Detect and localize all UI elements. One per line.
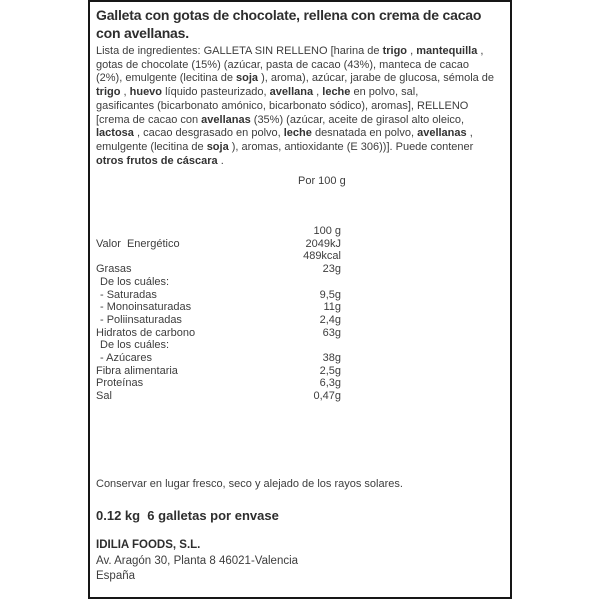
ingredients-line xyxy=(96,45,510,59)
nutrient-value: 6,3g xyxy=(319,377,341,390)
ingredients-line xyxy=(96,100,510,114)
ingredient-text: Lista de ingredientes: GALLETA SIN RELLENO [harina de xyxy=(96,45,383,57)
allergen-text: otros frutos de cáscara xyxy=(96,154,218,167)
ingredients-line xyxy=(96,141,510,155)
nutrient-value: 11g xyxy=(323,301,341,314)
ingredients-line xyxy=(96,72,510,86)
nutrient-label: Proteínas xyxy=(96,377,144,390)
nutrient-value: 9,5g xyxy=(319,288,341,301)
nutrient-label: Valor Energético xyxy=(96,237,180,250)
nutrient-label: Fibra alimentaria xyxy=(96,364,178,377)
ingredient-text: , xyxy=(313,86,323,99)
allergen-text: leche xyxy=(322,86,351,99)
ingredients-line xyxy=(96,155,510,169)
allergen-text: avellanas xyxy=(201,113,251,126)
nutrient-value: 23g xyxy=(322,263,341,276)
nutrition-row xyxy=(96,377,341,390)
ingredient-text: (2%), emulgente (lecitina de xyxy=(96,72,237,85)
ingredients-line xyxy=(96,59,510,73)
nutrition-row xyxy=(96,250,341,263)
nutrition-row xyxy=(96,390,341,403)
nutrition-row xyxy=(96,339,341,352)
ingredient-text: gasificantes (bicarbonato amónico, bicarbonato sódico), aromas], RELLENO xyxy=(96,99,469,112)
nutrition-row xyxy=(96,365,341,378)
allergen-text: leche xyxy=(283,127,312,140)
ingredients-line xyxy=(96,114,510,128)
ingredients-line xyxy=(96,86,510,100)
nutrient-value: 0,47g xyxy=(313,390,341,403)
nutrition-row xyxy=(96,352,341,365)
nutrient-value: 2,5g xyxy=(319,364,341,377)
allergen-text: mantequilla xyxy=(416,45,478,57)
nutrition-row xyxy=(96,301,341,314)
manufacturer-name: IDILIA FOODS, S.L. xyxy=(96,539,201,551)
ingredient-text: ), aromas, antioxidante (E 306))]. Puede contener xyxy=(228,140,474,153)
nutrient-value: 489kcal xyxy=(303,250,341,263)
nutrient-label: Grasas xyxy=(96,263,132,276)
per-100g-column-header: Por 100 g xyxy=(298,175,346,187)
ingredient-text: en polvo, sal, xyxy=(350,86,419,99)
nutrient-label: - Monoinsaturadas xyxy=(100,301,192,314)
nutrition-row xyxy=(96,238,341,251)
ingredient-text: , xyxy=(477,45,484,57)
ingredient-text: , xyxy=(466,127,473,140)
nutrition-row xyxy=(96,289,341,302)
nutrition-amount-header-row xyxy=(96,225,341,238)
product-title-line: Galleta con gotas de chocolate, rellena con crema de cacao xyxy=(96,7,482,23)
allergen-text: huevo xyxy=(129,86,163,99)
ingredient-text: desnatada en polvo, xyxy=(311,127,418,140)
manufacturer-info xyxy=(96,538,298,585)
nutrient-value: 2,4g xyxy=(319,313,341,326)
nutrition-row xyxy=(96,263,341,276)
product-title-line: con avellanas. xyxy=(96,25,189,41)
ingredient-text: líquido pasteurizado, xyxy=(162,86,270,99)
nutrition-table-rows xyxy=(96,238,341,403)
nutrient-label: - Azúcares xyxy=(100,352,152,365)
nutrient-label: De los cuáles: xyxy=(100,339,170,352)
nutrition-row xyxy=(96,314,341,327)
net-weight: 0.12 kg 6 galletas por envase xyxy=(96,508,279,523)
nutrient-label: - Saturadas xyxy=(100,288,157,301)
nutrient-label: De los cuáles: xyxy=(100,275,170,288)
manufacturer-country: España xyxy=(96,570,136,582)
ingredient-text: , xyxy=(407,45,417,57)
ingredient-text: , cacao desgrasado en polvo, xyxy=(133,127,284,140)
allergen-text: trigo xyxy=(96,86,121,99)
nutrition-row xyxy=(96,327,341,340)
nutrition-row xyxy=(96,276,341,289)
nutrient-label: - Poliinsaturadas xyxy=(100,313,182,326)
ingredient-text: [crema de cacao con xyxy=(96,113,202,126)
nutrient-value: 38g xyxy=(322,352,341,365)
ingredient-text: gotas de chocolate (15%) (azúcar, pasta de cacao (43%), manteca de cacao xyxy=(96,58,469,71)
manufacturer-address: Av. Aragón 30, Planta 8 46021-Valencia xyxy=(96,554,299,567)
ingredient-text: emulgente (lecitina de xyxy=(96,140,207,153)
nutrient-label: Sal xyxy=(96,390,112,403)
ingredient-text: (35%) (azúcar, aceite de girasol alto oleico, xyxy=(250,113,465,126)
allergen-text: avellanas xyxy=(417,127,467,140)
product-label-box xyxy=(88,0,512,599)
ingredient-text: . xyxy=(217,154,224,167)
nutrient-value: 63g xyxy=(322,326,341,339)
product-title xyxy=(96,6,510,42)
ingredient-text: , xyxy=(120,86,130,99)
allergen-text: trigo xyxy=(382,45,408,57)
nutrition-amount-header: 100 g xyxy=(313,225,341,237)
ingredient-text: ), aroma), azúcar, jarabe de glucosa, sémola de xyxy=(258,72,495,85)
allergen-text: soja xyxy=(206,140,229,153)
nutrient-label: Hidratos de carbono xyxy=(96,326,196,339)
storage-instructions: Conservar en lugar fresco, seco y alejado de los rayos solares. xyxy=(96,478,403,490)
ingredients-line xyxy=(96,127,510,141)
ingredients-text xyxy=(96,45,510,168)
nutrient-value: 2049kJ xyxy=(305,237,341,250)
allergen-text: avellana xyxy=(269,86,314,99)
allergen-text: lactosa xyxy=(96,127,134,140)
allergen-text: soja xyxy=(236,72,259,85)
nutrition-table xyxy=(96,225,341,403)
